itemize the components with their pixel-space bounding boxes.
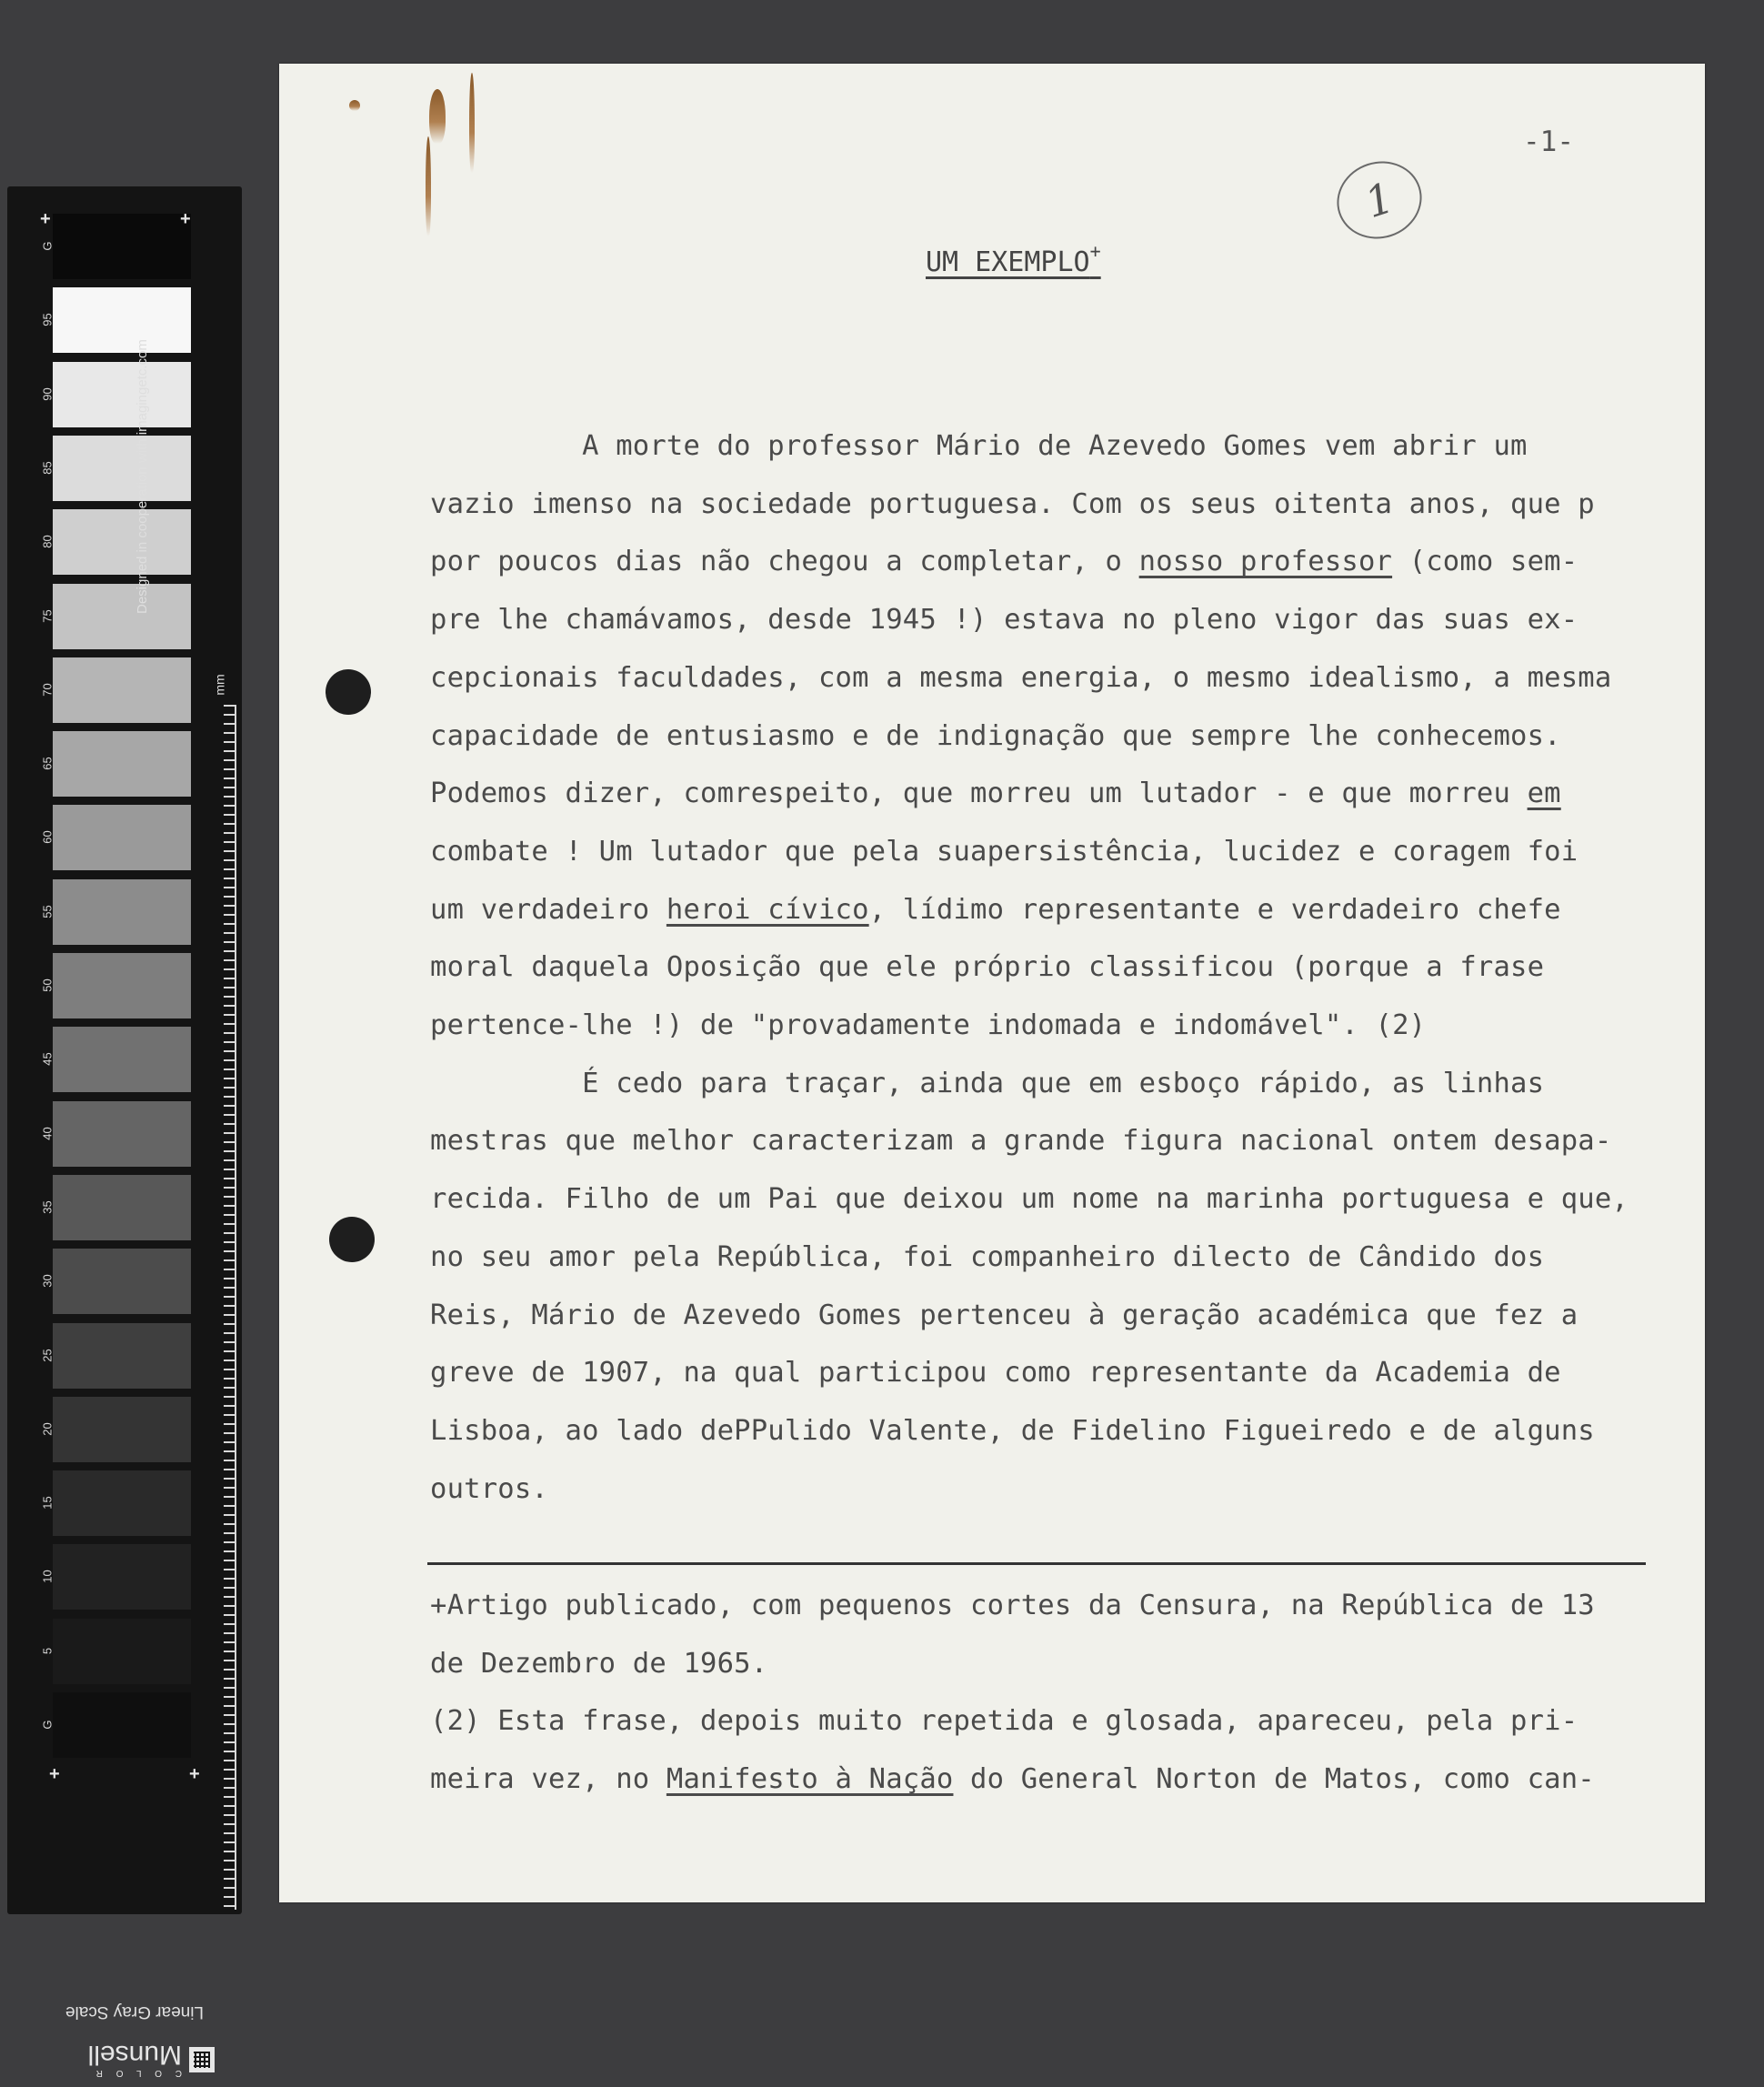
gray-patch	[53, 362, 191, 427]
patch-label: 5	[40, 1647, 55, 1654]
gray-patch	[53, 287, 191, 353]
patch-label: 35	[40, 1200, 55, 1214]
rust-stain	[426, 136, 431, 236]
gray-patch	[53, 731, 191, 797]
gray-patch	[53, 436, 191, 501]
patch-label: 85	[40, 461, 55, 475]
patch-label: G	[40, 1720, 55, 1730]
munsell-grid-icon	[189, 2047, 215, 2072]
patch-label: 55	[40, 904, 55, 918]
patch-label: 80	[40, 535, 55, 548]
text-line: combate ! Um lutador que pela suapersistência, lucidez e coragem foi	[430, 835, 1579, 868]
text-line: Reis, Mário de Azevedo Gomes pertenceu à geração académica que fez a	[430, 1299, 1579, 1331]
linear-gray-scale-label: Linear Gray Scale	[65, 2002, 205, 2022]
footnote-line: (2) Esta frase, depois muito repetida e glosada, apareceu, pela pri-	[430, 1705, 1579, 1738]
patch-label: 90	[40, 386, 55, 401]
patch-label: 50	[40, 978, 55, 992]
gray-patch	[53, 1619, 191, 1684]
patch-label: 95	[40, 313, 55, 327]
punch-hole	[329, 1217, 375, 1262]
footnote-line: de Dezembro de 1965.	[430, 1647, 768, 1680]
patch-label: 30	[40, 1274, 55, 1288]
gray-patch	[53, 953, 191, 1018]
gray-scale-card	[7, 186, 242, 2079]
gray-patch	[53, 1397, 191, 1462]
gray-patch	[53, 214, 191, 279]
text-line: recida. Filho de um Pai que deixou um nome na marinha portuguesa e que,	[430, 1183, 1629, 1216]
text-line: no seu amor pela República, foi companheiro dilecto de Cândido dos	[430, 1240, 1545, 1273]
gray-patch	[53, 657, 191, 723]
text-line: moral daquela Oposição que ele próprio classificou (porque a frase	[430, 951, 1545, 984]
patch-label: 40	[40, 1126, 55, 1140]
text-line: outros.	[430, 1472, 548, 1505]
patch-label: 60	[40, 830, 55, 845]
footnote-line: +Artigo publicado, com pequenos cortes da Censura, na República de 13	[430, 1590, 1595, 1621]
gray-patch	[53, 509, 191, 575]
text-line: greve de 1907, na qual participou como representante da Academia de	[430, 1357, 1561, 1390]
patch-label: 45	[40, 1052, 55, 1067]
text-line: pertence-lhe !) de "provadamente indomada e indomável". (2)	[430, 1009, 1427, 1041]
text-line: por poucos dias não chegou a completar, o nosso professor (como sem-	[430, 546, 1579, 578]
gray-patch	[53, 1249, 191, 1314]
gray-patch	[53, 1323, 191, 1389]
patch-label: G	[40, 241, 55, 251]
text-line: capacidade de entusiasmo e de indignação que sempre lhe conhecemos.	[430, 719, 1561, 752]
text-line: É cedo para traçar, ainda que em esboço rápido, as linhas	[430, 1067, 1545, 1099]
munsell-wordmark: C O L O R Munsell	[87, 2040, 182, 2079]
text-line: Podemos dizer, comrespeito, que morreu um lutador - e que morreu em	[430, 778, 1561, 810]
text-line: mestras que melhor caracterizam a grande figura nacional ontem desapa-	[430, 1125, 1612, 1158]
plus-mark: +	[49, 1764, 60, 1784]
text-line: A morte do professor Mário de Azevedo Gomes vem abrir um	[430, 430, 1528, 462]
ruler-edge	[235, 705, 236, 1910]
gray-patch	[53, 1544, 191, 1610]
plus-mark: +	[40, 209, 51, 229]
footnote-line: meira vez, no Manifesto à Nação do General Norton de Matos, como can-	[430, 1763, 1595, 1796]
designed-credit: Designed in cooperation with imagingetc.com	[135, 339, 150, 614]
gray-patch	[53, 1470, 191, 1536]
text-line: pre lhe chamávamos, desde 1945 !) estava no pleno vigor das suas ex-	[430, 604, 1579, 637]
mm-label: mm	[212, 674, 227, 696]
rust-stain	[469, 73, 475, 173]
punch-hole	[326, 669, 371, 715]
text-line: cepcionais faculdades, com a mesma energia, o mesmo idealismo, a mesma	[430, 661, 1612, 694]
patch-label: 70	[40, 683, 55, 697]
gray-patch	[53, 1692, 191, 1758]
munsell-logo	[60, 2032, 215, 2087]
patch-label: 15	[40, 1496, 55, 1510]
mm-ruler	[224, 705, 235, 1910]
gray-patch	[53, 1101, 191, 1167]
patch-label: 65	[40, 757, 55, 770]
patch-label: 25	[40, 1348, 55, 1362]
plus-mark: +	[189, 1764, 200, 1784]
text-line: um verdadeiro heroi cívico, lídimo representante e verdadeiro chefe	[430, 893, 1561, 926]
footnote-separator	[427, 1562, 1646, 1565]
page-number: -1-	[1523, 125, 1574, 158]
rust-spot	[349, 100, 360, 111]
gray-patch	[53, 1175, 191, 1240]
text-line: vazio imenso na sociedade portuguesa. Com os seus oitenta anos, que p	[430, 487, 1595, 520]
gray-patch	[53, 1027, 191, 1092]
patch-label: 20	[40, 1422, 55, 1436]
gray-patch	[53, 805, 191, 870]
plus-mark: +	[180, 209, 191, 229]
patch-label: 10	[40, 1570, 55, 1584]
circled-page-number: 1	[1327, 151, 1431, 250]
gray-patch	[53, 584, 191, 649]
document-title: UM EXEMPLO+	[926, 240, 1101, 278]
patch-label: 75	[40, 608, 55, 623]
rust-stain	[429, 89, 446, 144]
gray-patch	[53, 879, 191, 945]
text-line: Lisboa, ao lado dePPulido Valente, de Fidelino Figueiredo e de alguns	[430, 1414, 1595, 1447]
